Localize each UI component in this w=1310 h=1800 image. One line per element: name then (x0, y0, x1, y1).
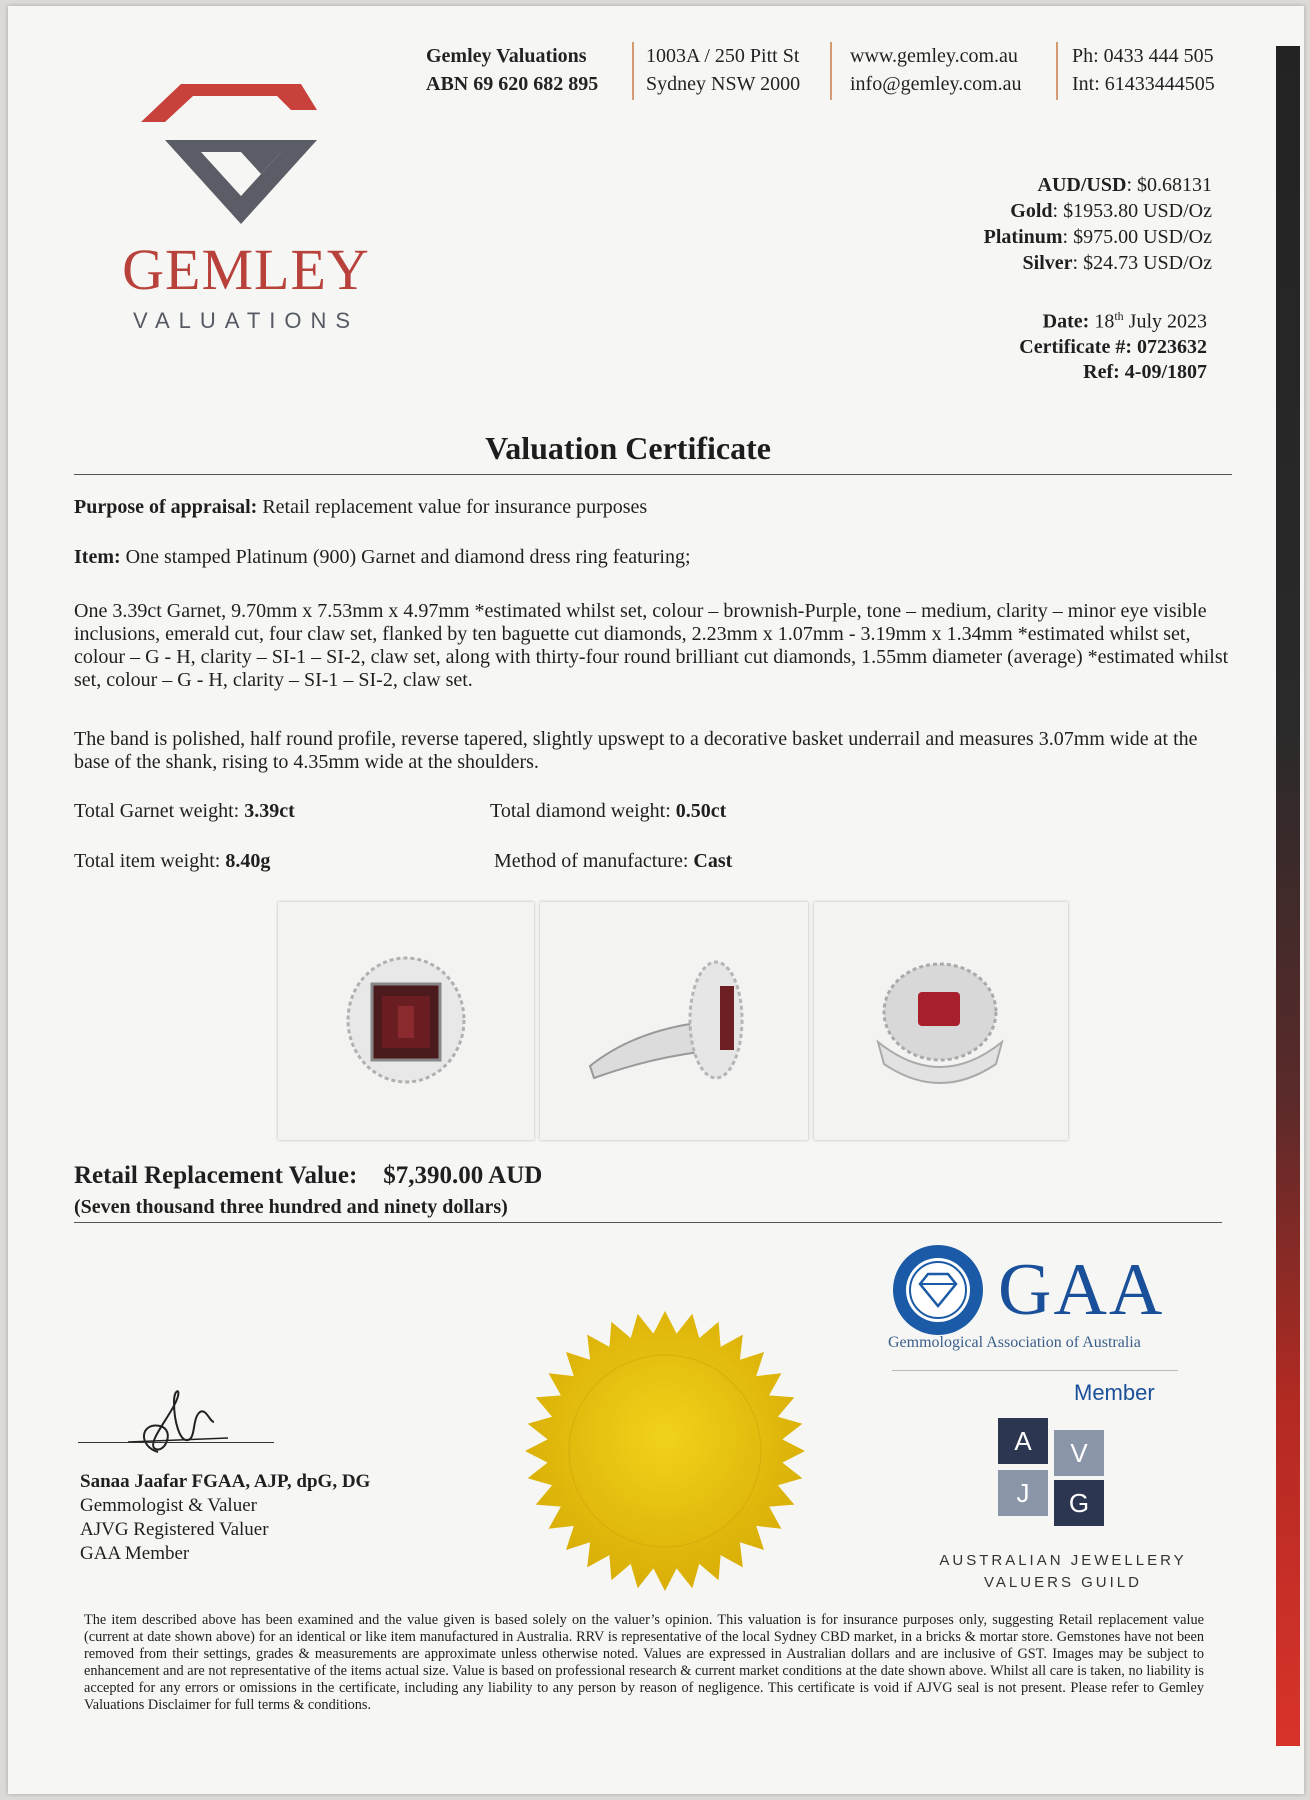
web-block (850, 42, 1022, 98)
ring-front-image (278, 902, 534, 1140)
ring-back-image (814, 902, 1068, 1140)
company-abn: ABN 69 620 682 895 (426, 73, 599, 95)
member-label: Member (1074, 1380, 1155, 1405)
ajvg-letter: V (1054, 1430, 1104, 1476)
disclaimer-text: The item described above has been examined and the value given is based solely on the valuer’s opinion. This valuation is for insurance purposes only, suggesting Retail replacement value (current at date shown above) for an identical or like item manufactured in Australia. RRV is representative of the local Sydney CBD market, in a bricks & mortar store. Gemstones have not been removed from their settings, grades & measurements are approximate unless otherwise noted. Values are expressed in Australian dollars and are inclusive of GST. Images may be subject to enhancement and are not representative of the items actual size. Value is based on professional research & current market conditions at the date shown above. Whilst all care is taken, no liability is accepted for any errors or omissions in the certificate, including any liability to any person by reason of negligence. This certificate is void if AJVG seal is not present. Please refer to Gemley Valuations Disclaimer for full terms & conditions. (84, 1612, 1204, 1713)
gaa-divider (892, 1370, 1178, 1371)
retail-value-words: (Seven thousand three hundred and ninety dollars) (74, 1196, 508, 1218)
brand-subtitle: VALUATIONS (132, 308, 360, 333)
ring-photo-front (278, 902, 534, 1140)
signer-role: Gemmologist & Valuer (80, 1495, 257, 1516)
rate-platinum: Platinum: $975.00 USD/Oz (983, 226, 1212, 248)
gem-logo-icon (141, 84, 341, 224)
address-line-2: Sydney NSW 2000 (646, 73, 801, 95)
item-description: One 3.39ct Garnet, 9.70mm x 7.53mm x 4.97mm *estimated whilst set, colour – brownish-Purple, tone – medium, clarity – minor eye visible inclusions, emerald cut, four claw set, flanked by ten baguette cut diamonds, 2.23mm x 1.07mm - 3.19mm x 1.34mm *estimated whilst set, colour – G - H, clarity – SI-1 – SI-2, claw set, along with thirty-four round brilliant cut diamonds, 1.55mm diameter (average) *estimated whilst set, colour – G - H, clarity – SI-1 – SI-2, claw set. (74, 600, 1229, 691)
ring-side-image (540, 902, 808, 1140)
gaa-wordmark: GAA (998, 1249, 1165, 1331)
rate-gold: Gold: $1953.80 USD/Oz (1010, 200, 1212, 222)
item-weight: Total item weight: 8.40g (74, 850, 271, 872)
ajvg-letter: J (998, 1470, 1048, 1516)
signer-role: AJVG Registered Valuer (80, 1519, 269, 1540)
signature-image (118, 1382, 238, 1472)
rate-audusd: AUD/USD: $0.68131 (1037, 174, 1212, 196)
diamond-weight: Total diamond weight: 0.50ct (490, 800, 727, 822)
phone-block (1072, 42, 1215, 98)
item-line: Item: One stamped Platinum (900) Garnet and diamond dress ring featuring; (74, 546, 691, 568)
brand-name: GEMLEY (122, 237, 370, 302)
header-divider (830, 42, 832, 100)
decorative-side-bar (1276, 46, 1300, 1746)
gaa-seal-icon (890, 1242, 986, 1338)
ajvg-letter: A (998, 1418, 1048, 1464)
header-divider (632, 42, 634, 100)
header-divider (1056, 42, 1058, 100)
metal-rates (984, 172, 1212, 276)
manufacture-method: Method of manufacture: Cast (494, 850, 733, 872)
website-link[interactable]: www.gemley.com.au (850, 45, 1018, 67)
ring-photo-side (540, 902, 808, 1140)
signer-name: Sanaa Jaafar FGAA, AJP, dpG, DG (80, 1471, 371, 1492)
company-block (426, 42, 598, 98)
garnet-weight: Total Garnet weight: 3.39ct (74, 800, 295, 822)
title-divider (74, 474, 1232, 475)
purpose-line: Purpose of appraisal: Retail replacement value for insurance purposes (74, 496, 648, 518)
ajvg-letter: G (1054, 1480, 1104, 1526)
ajvg-name-line-2: VALUERS GUILD (984, 1574, 1142, 1591)
gaa-full-name: Gemmological Association of Australia (888, 1334, 1141, 1351)
gaa-logo (886, 1240, 1186, 1390)
certificate-info (1019, 304, 1207, 385)
certificate-page (8, 6, 1304, 1794)
signer-block (80, 1470, 370, 1566)
ajvg-logo (998, 1418, 1110, 1538)
cert-ref: Ref: 4-09/1807 (1083, 360, 1207, 383)
ajvg-name-line-1: AUSTRALIAN JEWELLERY (939, 1552, 1187, 1569)
cert-number: Certificate #: 0723632 (1019, 335, 1207, 358)
intl-phone-number: Int: 61433444505 (1072, 73, 1215, 95)
signature-line (78, 1442, 274, 1443)
value-divider (74, 1222, 1222, 1223)
cert-date: Date: 18th July 2023 (1042, 309, 1207, 333)
ring-photo-back (814, 902, 1068, 1140)
gold-seal-icon (520, 1306, 810, 1596)
retail-value: Retail Replacement Value: $7,390.00 AUD (74, 1162, 543, 1189)
band-description: The band is polished, half round profile, reverse tapered, slightly upswept to a decorative basket underrail and measures 3.07mm wide at the base of the shank, rising to 4.35mm wide at the shoulders. (74, 728, 1198, 773)
signer-role: GAA Member (80, 1543, 190, 1564)
address-line-1: 1003A / 250 Pitt St (646, 45, 800, 67)
company-name: Gemley Valuations (426, 45, 587, 67)
page-title: Valuation Certificate (485, 430, 771, 466)
gemley-logo (96, 76, 396, 346)
address-block (646, 42, 800, 98)
email-link[interactable]: info@gemley.com.au (850, 73, 1022, 95)
rate-silver: Silver: $24.73 USD/Oz (1022, 252, 1212, 274)
phone-number: Ph: 0433 444 505 (1072, 45, 1214, 67)
